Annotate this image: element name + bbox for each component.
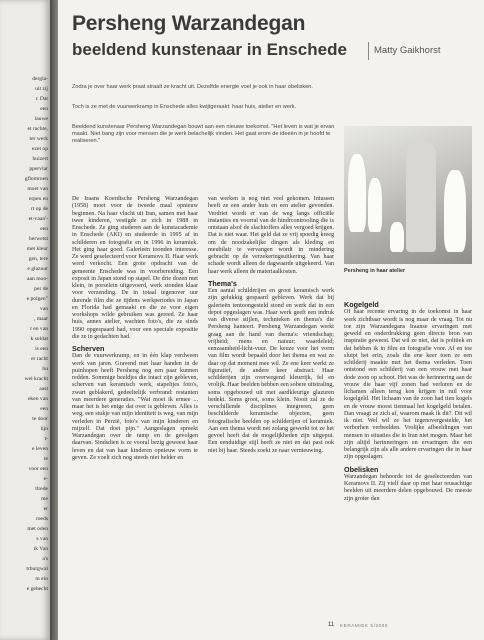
left-page-fragment: , maar — [34, 316, 48, 322]
page-gutter — [50, 0, 58, 640]
intro-paragraph: Beeldend kunstenaar Persheng Warzandegan bouwt aan een nieuwe toekomst. "Het leven is wat je ervan maakt. Niet bang zijn voor mensen die je werk belachelijk vinden. Het gaat erom de ideeën in je hoofd te realiseren." — [72, 124, 335, 144]
left-page-fragment: tlrede — [35, 486, 48, 492]
left-page-fragment: aan moo- — [27, 276, 48, 282]
intro-paragraph: Toch is ze met de vuurwerkramp in Enschede alles kwijtgeraakt: haar huis, atelier en werk. — [72, 104, 297, 110]
author-divider — [368, 42, 369, 60]
left-page-fragment: m ein — [35, 576, 48, 582]
left-page-fragment: aast — [39, 386, 48, 392]
column-middle — [208, 196, 334, 456]
left-page-fragment: t- — [44, 436, 48, 442]
left-page-fragment: er — [43, 506, 48, 512]
left-page-fragment: gen, tere — [28, 256, 48, 262]
page-number: 11 — [328, 622, 335, 628]
column-right — [344, 297, 472, 504]
page-source: KERAMIEK 5/2000 — [340, 623, 389, 628]
body-paragraph: van werken is nog niet veel gekomen. Intussen heeft ze een ander huis en een atelier gevonden. Verdriet wordt er van de weg langs officiële instanties en voorral van de hindrcontrooling die is ontstaan alsof de slachtoffers alles vergoed krijgen. Dat is niet waar. Het geld dat ze vrij spoedig kreeg om de noodzakelijke dingen als kleding en meubilair te vervangen wordt in mindering gebracht op de verzekeringsuitkering. Van haar schade wordt alleen de dagwaarde uitgekeerd. Van haar werk alleen de materiaalkosten. — [208, 196, 334, 275]
left-page-fragment: e polgen" — [26, 296, 48, 302]
article-subtitle: beeldend kunstenaar in Enschede — [72, 40, 347, 59]
left-page-fragment: met oden — [27, 526, 48, 532]
section-heading: Thema's — [208, 278, 237, 288]
left-page-fragment: een — [40, 106, 48, 112]
left-page-fragment: me — [41, 496, 48, 502]
intro-paragraph: Zodra je over haar werk praat straalt ze kracht uit. Dezelfde energie voel je ook in haar obelisken. — [72, 84, 313, 90]
left-page-fragment: roeds — [35, 516, 48, 522]
left-page-fragment: ezet op — [32, 146, 48, 152]
left-page-fragment: k soldat — [30, 336, 48, 342]
left-page-fragment: erpen en — [28, 196, 48, 202]
body-paragraph: Warzandegan behoorde tot de geselecteerden van Keramovs II. Zij vielf daar op met haar reusachtige beelden uit meerdere delen opgebouwd. De meeste zijn groter dan — [344, 473, 472, 502]
left-page-fragment: een — [40, 406, 48, 412]
left-page-fragment: a's — [42, 556, 48, 562]
left-page-fragment: e- — [43, 476, 48, 482]
left-page-fragment: een — [40, 226, 48, 232]
body-paragraph: Of haar recente ervaring in de toekomst in haar werk zichtbaar wordt is nog maar de vraag. Tot nu toe zijn Warzandegans Iraanse ervaringen met geweld en onderdrukking geen directe bron van inspiratie geweest. Dat wil ze niet, dat is politiek en dat hebben ik in film en fotografie voor. Af en toe sluipt het erin, zoals die ene keer toen ze een schilderij maakte met het thema verleden. Toen ontstond een schilderij van een vrouw met haar dode zoon op schoot. Het was de herinnering aan de vrouw die haar vijf zonen had verloren en de lichamen alleen terug kon krijgen in ruil voor kogelgeld. Het lichaam van de zoon had tien kogels en de vrouw moest tienmaal het kogelgeld betalen. Dan vraagt ze zich af, waarom maak ik dit?. Dit wil ik niet. Wel wil ze het tegenovergestelde, het verborhen verbeelden. Vrolijke afbeeldingen van mensen in situaties die in Iran niet mogen. Maar het zijn altijd herinneringen en ervaringen die een belangrijk zijn als alle andere ervaringen die in haar zijn opgeslagen. — [344, 309, 472, 461]
left-page-fragment: huizert — [32, 156, 48, 162]
left-page-fragment: lijn — [40, 426, 48, 432]
artist-photo — [344, 126, 472, 264]
left-page-fragment: is een — [35, 346, 48, 352]
left-page-fragment: uit zij — [35, 86, 48, 92]
article-title: Persheng Warzandegan — [72, 12, 306, 35]
left-page-fragment: ik Van — [33, 546, 48, 552]
article-page — [58, 0, 484, 640]
left-page-fragment: et rachte, — [27, 126, 48, 132]
left-page-fragment: ppervlar — [29, 166, 48, 172]
body-paragraph: Een aantal schilderijen en groot keramisch werk zijn gelukkig gespaard gebleven. Werk dat bij galerieën tentoongesteld stond en werk dat in een depot opgeslagen was. Haar werk geeft een indruk van diverse stijlen, technieken en thema's die Persheng hanteert. Persheng Warzandegan werkt graag aan de hand van thema's: vriendschap; vrijheid; mens en natuur; waardeleid; eenzaamheid-licht-vuur. De keuze voor het vorm van film wordt bepaald door het thema en wat ze daar op dat moment mee wil. Ze ene keer werkt ze figuratief, de andere keer abstract. Haar schilderijen zijn overwegend kleurrijk, fel en vrolijk. Haar beelden hebben een sobere uitstraling, soms opgebouwd uit met aardkleurige glazuren bedekt. Soms groot, soms klein. Nooit zal ze de verschillende disciplines integreren, geen beschilderde keramische objecten, geen fotografische beelden op schilderijen of keramiek. Aan een thema wordt net zolang gewerkt tot ze het gevoel heeft dat de mogelijkheden zijn uitgeput. Een eenduidige stijl heeft ze niet en dat past ook niet bij haar. Steeds zoekt ze naar vernieuwing. — [208, 288, 334, 454]
section-heading: Kogelgeld — [344, 300, 379, 309]
left-page-fragment: moet van — [27, 186, 48, 192]
left-page-fragment: bu — [42, 366, 48, 372]
left-page-fragment: e glazuur — [27, 266, 48, 272]
left-page-fragment: met kleur — [26, 246, 48, 252]
left-page-fragment: gflomrnen — [24, 176, 48, 182]
left-page-fragment: lauwe — [34, 116, 48, 122]
left-page-fragment: eken van — [27, 396, 48, 402]
column-left — [72, 196, 198, 463]
left-page-edge — [0, 0, 50, 640]
photo-caption: Persheng in haar atelier — [344, 268, 406, 274]
body-paragraph: Dan de vuurwerkramp, en in één klap verdween werk van jaren. Gravend met haar handen in de puinhopen heeft Persheng nog een paar kunnen redden. Sommige beeldjes die intact zijn gebleven, scherven van keramisch werk, stapeltjes foto's, zwart geblakerd, gedeeltelijk verbrand: restanten van meerdere generaties. "Wat moet ik ermee ... maar het is het enige dat over is gebleven. Alles is weg, een stukje van mijn identiteit is weg, van mijn verleden in Perzië, foto's van mijn kinderen en mijzelf. Dat doet pijn." Aangeslagen spreekt Warzandegan over de ramp en de gevolgen daarvan. Sindsdien is ze vooral bezig geweest haar leven en dat van haar kinderen opnieuw vorm te geven. Ze voelt zich nog steeds niet helder en — [72, 353, 198, 461]
left-page-fragment: van — [39, 306, 48, 312]
body-paragraph: De Iraans Koerdische Persheng Warzandegan (1958) moet voor de tweede maal opnieuw beginnen. Na haar vlucht uit Iran, samen met haar twee kinderen, vestigde ze zich in 1988 in Enschede. Ze ging studeren aan de kunstacademie in Enschede (AKI) en studeerde in 1995 af in schilderen en fotografie en in 1996 in keramiek. Het ging haar goed. Galerieën toonden interesse. Ze werd geselecteerd voor Keramovs II. Haar werk werd verkocht. Een grote opdracht van de gemeente Enschede was in voorbereiding. Een exposit in Japan stond op stapel. De drie dozen met klein, in porselein uitgevoerd, werk stonden klaar voor verzending. De in totaal tegenover uur durende film die ze tijdens werkperiodes in Japan en Florida had gemaakt en die ze voor eigen workshops wilde gebruiken was gereed. Ze haar huis, annex atelier, wachten foto's, die ze sinds 1990 opgespaard had, voor een speciale expositie die ze in gedachten had. — [72, 196, 198, 340]
left-page-fragment: per de — [34, 286, 48, 292]
left-page-fragment: s van — [36, 536, 48, 542]
left-page-fragment: e leven — [32, 446, 48, 452]
section-heading: Obelisken — [344, 464, 379, 474]
left-page-fragment: dergla- — [32, 76, 48, 82]
left-page-fragment: er racht — [31, 356, 48, 362]
left-page-fragment: et-vaan'- — [28, 216, 48, 222]
article-author: Matty Gaikhorst — [374, 45, 441, 56]
left-page-fragment: ter werk — [29, 136, 48, 142]
left-page-fragment: r. Dat — [35, 96, 48, 102]
left-page-fragment: berwetst — [29, 236, 48, 242]
left-page-fragment: rt op de — [30, 206, 48, 212]
left-page-fragment: wel kracht — [24, 376, 48, 382]
left-page-fragment: te — [43, 456, 48, 462]
left-page-fragment: trburgwal — [26, 566, 48, 572]
left-page-fragment: e gehecht — [26, 586, 48, 592]
left-page-fragment: te door — [32, 416, 48, 422]
section-heading: Scherven — [72, 344, 105, 353]
left-page-fragment: voor een — [28, 466, 48, 472]
left-page-fragment: t en van — [30, 326, 48, 332]
